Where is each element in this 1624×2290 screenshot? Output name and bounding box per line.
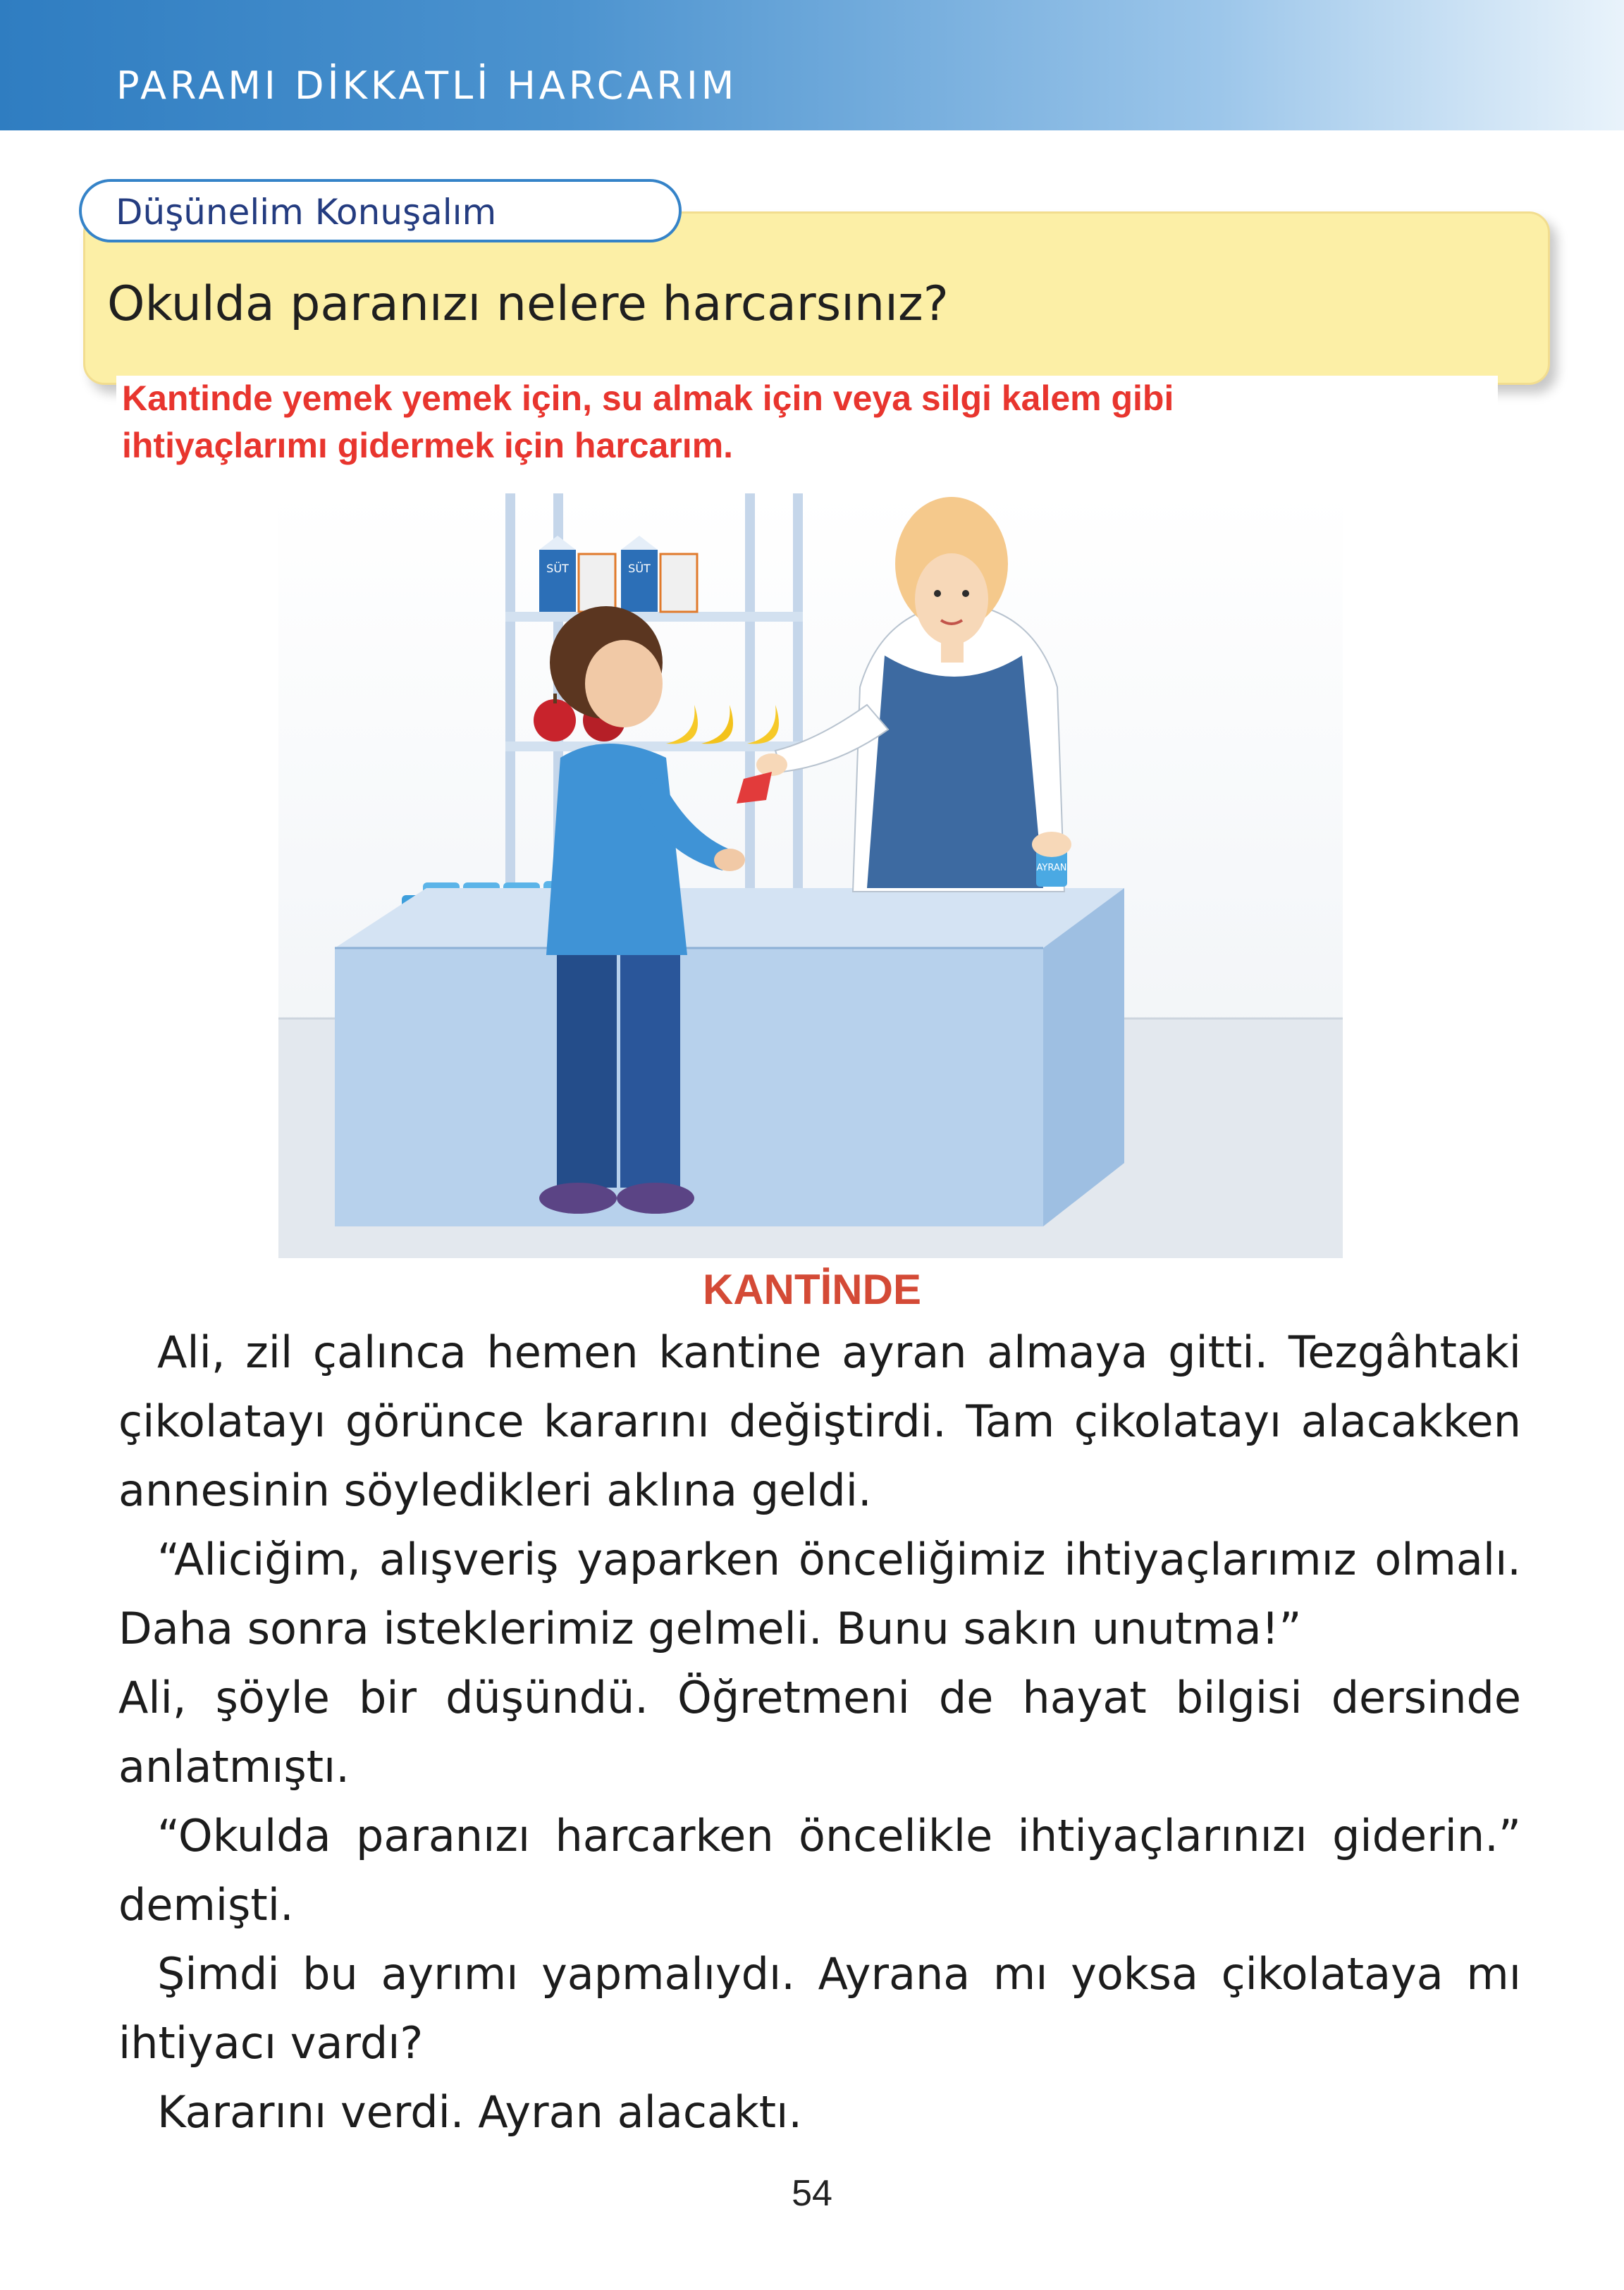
answer-line-1: Kantinde yemek yemek için, su almak için veya silgi kalem gibi [122,378,1174,418]
milk-label-2: SÜT [628,562,651,575]
page-number: 54 [792,2173,832,2214]
story-paragraph: Ali, şöyle bir düşündü. Öğretmeni de hayat bilgisi dersinde anlatmıştı. [118,1672,1521,1792]
story-paragraph: “Aliciğim, alışveriş yaparken önceliğimiz ihtiyaçlarımız olmalı. Daha sonra isteklerimiz gelmeli. Bunu sakın unutma!” [118,1534,1521,1654]
canteen-illustration [278,493,1343,1258]
milk-label-1: SÜT [546,562,569,575]
counter [335,888,1124,1226]
story-body [118,1318,1521,2147]
question-text: Okulda paranızı nelere harcarsınız? [107,276,949,332]
page-header-title: PARAMI DİKKATLİ HARCARIM [116,63,738,108]
story-paragraph: Ali, zil çalınca hemen kantine ayran almaya gitti. Tezgâhtaki çikolatayı görünce kararını değiştirdi. Tam çikolatayı alacakken annesinin söyledikleri aklına geldi. [118,1326,1521,1516]
answer-line-2: ihtiyaçlarımı gidermek için harcarım. [122,426,734,465]
section-label-pill [79,179,682,242]
section-label: Düşünelim Konuşalım [116,192,497,233]
story-paragraph: “Okulda paranızı harcarken öncelikle ihtiyaçlarınızı giderin.” demişti. [118,1810,1521,1931]
cup-label: AYRAN [1036,863,1067,873]
story-title: KANTİNDE [703,1266,921,1313]
story-paragraph: Kararını verdi. Ayran alacaktı. [157,2086,803,2138]
handwritten-answer [122,375,1503,469]
story-paragraph: Şimdi bu ayrımı yapmalıydı. Ayrana mı yoksa çikolataya mı ihtiyacı vardı? [118,1948,1521,2069]
